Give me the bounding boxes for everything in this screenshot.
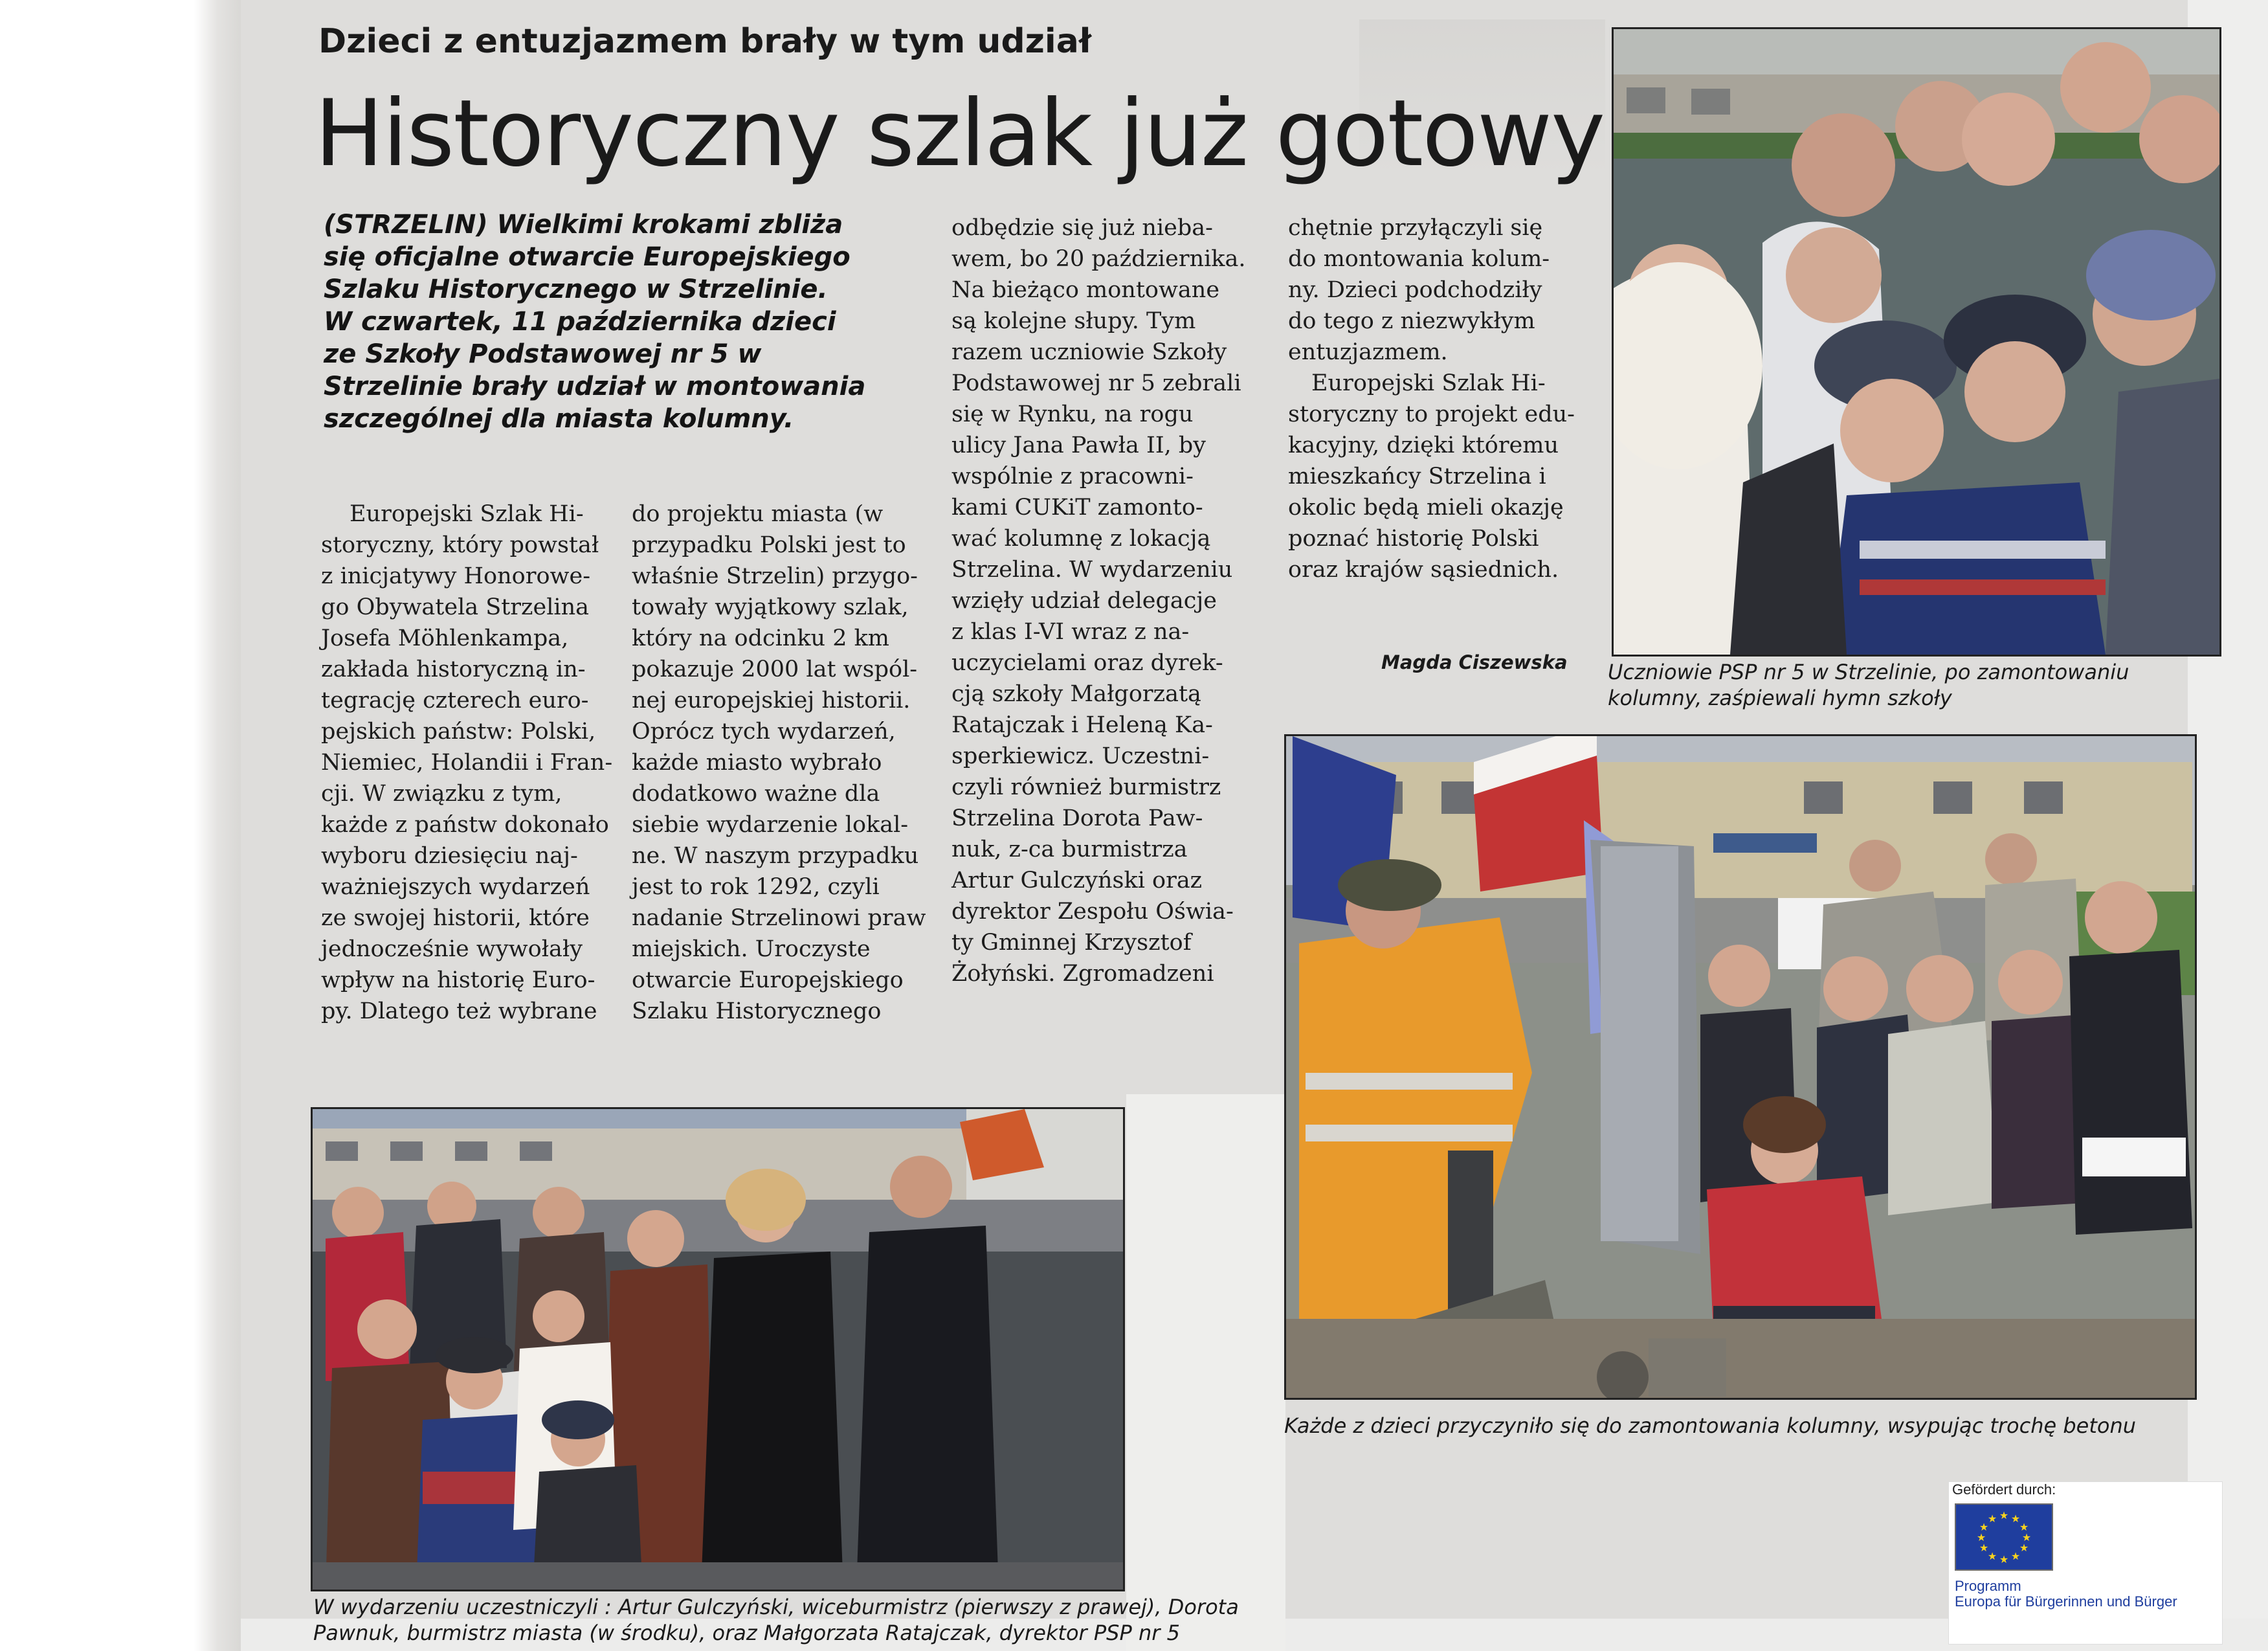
text-line: kacyjny, dzięki któremu: [1288, 432, 1559, 458]
text-line: kami CUKiT zamonto-: [951, 495, 1203, 521]
eu-program-label: Programm: [1955, 1578, 2021, 1594]
text-line: towały wyjątkowy szlak,: [632, 594, 909, 620]
article-column-1: [321, 499, 613, 1027]
text-line: chętnie przyłączyli się: [1288, 215, 1543, 241]
text-line: Ratajczak i Heleną Ka-: [951, 712, 1213, 738]
article-headline: Historyczny szlak już gotowy: [315, 80, 1605, 187]
text-line: storyczny to projekt edu-: [1288, 401, 1575, 427]
text-line: do tego z niezwykłym: [1288, 308, 1535, 334]
text-line: wem, bo 20 października.: [951, 246, 1246, 272]
lead-line: Szlaku Historycznego w Strzelinie.: [324, 275, 828, 304]
text-line: storyczny, który powstał: [321, 532, 599, 558]
text-line: mieszkańcy Strzelina i: [1288, 464, 1546, 489]
text-line: odbędzie się już nieba-: [951, 215, 1213, 241]
photo-caption-officials: [313, 1594, 1239, 1646]
photo-caption-mounting-column: [1284, 1413, 2136, 1439]
caption-line: kolumny, zaśpiewali hymn szkoły: [1608, 686, 1952, 710]
text-line: sperkiewicz. Uczestni-: [951, 743, 1210, 769]
text-line: siebie wydarzenie lokal-: [632, 812, 909, 838]
lead-line: Strzelinie brały udział w montowania: [324, 372, 866, 401]
svg-text:★: ★: [1979, 1521, 1989, 1533]
svg-text:★: ★: [1987, 1550, 1997, 1562]
text-line: Europejski Szlak Hi-: [1311, 370, 1546, 396]
article-lead: [324, 208, 945, 435]
article-byline: Magda Ciszewska: [1381, 651, 1568, 673]
text-line: wać kolumnę z lokacją: [951, 526, 1211, 552]
text-line: Europejski Szlak Hi-: [350, 501, 584, 527]
svg-text:★: ★: [1976, 1531, 1986, 1544]
text-line: do montowania kolum-: [1288, 246, 1550, 272]
text-line: cją szkoły Małgorzatą: [951, 681, 1201, 707]
text-line: nadanie Strzelinowi praw: [632, 905, 926, 931]
svg-text:★: ★: [2021, 1531, 2032, 1544]
text-line: ze swojej historii, które: [321, 905, 590, 931]
svg-text:★: ★: [2019, 1542, 2029, 1554]
photo-mounting-column-image: [1286, 736, 2195, 1398]
text-line: ważniejszych wydarzeń: [321, 874, 590, 900]
text-line: który na odcinku 2 km: [632, 625, 889, 651]
text-line: py. Dlatego też wybrane: [321, 998, 597, 1024]
lead-line: ze Szkoły Podstawowej nr 5 w: [324, 339, 762, 369]
lead-line: szczególnej dla miasta kolumny.: [324, 404, 794, 434]
text-line: wpływ na historię Euro-: [321, 967, 595, 993]
svg-text:★: ★: [2010, 1550, 2021, 1562]
text-line: czyli również burmistrz: [951, 774, 1221, 800]
text-line: cji. W związku z tym,: [321, 781, 562, 807]
text-line: Strzelina. W wydarzeniu: [951, 557, 1233, 583]
article-column-3: [951, 212, 1246, 989]
svg-text:★: ★: [2019, 1521, 2029, 1533]
text-line: ny. Dzieci podchodziły: [1288, 277, 1542, 303]
text-line: z inicjatywy Honorowe-: [321, 563, 591, 589]
eu-stars-icon: [1956, 1505, 2052, 1569]
svg-text:★: ★: [2010, 1512, 2021, 1525]
caption-line: W wydarzeniu uczestniczyli : Artur Gulczyński, wiceburmistrz (pierwszy z prawej), Dorota: [313, 1595, 1239, 1619]
text-line: razem uczniowie Szkoły: [951, 339, 1227, 365]
text-line: dyrektor Zespołu Oświa-: [951, 899, 1234, 925]
text-line: ne. W naszym przypadku: [632, 843, 919, 869]
article-column-4: [1288, 212, 1573, 585]
text-line: ty Gminnej Krzysztof: [951, 930, 1192, 956]
lead-line: się oficjalne otwarcie Europejskiego: [324, 242, 850, 272]
text-line: poznać historię Polski: [1288, 526, 1539, 552]
text-line: uczycielami oraz dyrek-: [951, 650, 1223, 676]
text-line: Żołyński. Zgromadzeni: [951, 961, 1214, 987]
photo-children-singing-image: [1614, 29, 2219, 655]
text-line: właśnie Strzelin) przygo-: [632, 563, 918, 589]
text-line: Josefa Möhlenkampa,: [321, 625, 569, 651]
text-line: wzięły udział delegacje: [951, 588, 1217, 614]
text-line: się w Rynku, na rogu: [951, 401, 1194, 427]
text-line: jednocześnie wywołały: [321, 936, 583, 962]
text-line: dodatkowo ważne dla: [632, 781, 880, 807]
eu-flag-icon: [1955, 1503, 2053, 1571]
text-line: z klas I-VI wraz z na-: [951, 619, 1190, 645]
text-line: do projektu miasta (w: [632, 501, 884, 527]
svg-text:★: ★: [1999, 1553, 2009, 1566]
svg-text:★: ★: [1999, 1509, 2009, 1522]
caption-line: Każde z dzieci przyczyniło się do zamontowania kolumny, wsypując trochę betonu: [1284, 1413, 2137, 1438]
text-line: Niemiec, Holandii i Fran-: [321, 750, 613, 776]
text-line: jest to rok 1292, czyli: [632, 874, 880, 900]
lead-line: (STRZELIN) Wielkimi krokami zbliża: [324, 210, 843, 240]
caption-line: Uczniowie PSP nr 5 w Strzelinie, po zamontowaniu: [1608, 660, 2129, 684]
text-line: Artur Gulczyński oraz: [951, 868, 1203, 893]
text-line: ulicy Jana Pawła II, by: [951, 432, 1206, 458]
text-line: Strzelina Dorota Paw-: [951, 805, 1203, 831]
text-line: wspólnie z pracowni-: [951, 464, 1194, 489]
text-line: każde z państw dokonało: [321, 812, 609, 838]
photo-children-singing: [1612, 27, 2221, 657]
text-line: zakłada historyczną in-: [321, 657, 586, 682]
text-line: Oprócz tych wydarzeń,: [632, 719, 896, 745]
lead-line: W czwartek, 11 października dzieci: [324, 307, 836, 337]
text-line: okolic będą mieli okazję: [1288, 495, 1564, 521]
eu-program-title: Europa für Bürgerinnen und Bürger: [1955, 1593, 2177, 1610]
caption-line: Pawnuk, burmistrz miasta (w środku), oraz Małgorzata Ratajczak, dyrektor PSP nr 5: [313, 1621, 1180, 1645]
text-line: pejskich państw: Polski,: [321, 719, 596, 745]
text-line: tegrację czterech euro-: [321, 688, 589, 713]
eu-funded-by-label: Gefördert durch:: [1952, 1481, 2056, 1498]
photo-officials-with-children: [311, 1107, 1125, 1591]
text-line: Podstawowej nr 5 zebrali: [951, 370, 1241, 396]
clipping-tear-gap: [1126, 1094, 1285, 1651]
text-line: każde miasto wybrało: [632, 750, 882, 776]
text-line: wyboru dziesięciu naj-: [321, 843, 578, 869]
text-line: są kolejne słupy. Tym: [951, 308, 1196, 334]
text-line: nuk, z-ca burmistrza: [951, 837, 1188, 862]
svg-text:★: ★: [1979, 1542, 1989, 1554]
article-column-2: [632, 499, 929, 1027]
svg-text:★: ★: [1987, 1512, 1997, 1525]
article-overline: Dzieci z entuzjazmem brały w tym udział: [318, 22, 1092, 61]
text-line: entuzjazmem.: [1288, 339, 1448, 365]
text-line: oraz krajów sąsiednich.: [1288, 557, 1559, 583]
text-line: go Obywatela Strzelina: [321, 594, 589, 620]
text-line: przypadku Polski jest to: [632, 532, 906, 558]
photo-officials-image: [313, 1109, 1123, 1589]
text-line: Na bieżąco montowane: [951, 277, 1220, 303]
text-line: Szlaku Historycznego: [632, 998, 882, 1024]
text-line: miejskich. Uroczyste: [632, 936, 871, 962]
text-line: otwarcie Europejskiego: [632, 967, 904, 993]
photo-mounting-column: [1284, 734, 2197, 1400]
text-line: nej europejskiej historii.: [632, 688, 911, 713]
eu-program-name: [1955, 1578, 2177, 1610]
photo-caption-children-singing: [1608, 659, 2129, 711]
text-line: pokazuje 2000 lat wspól-: [632, 657, 918, 682]
